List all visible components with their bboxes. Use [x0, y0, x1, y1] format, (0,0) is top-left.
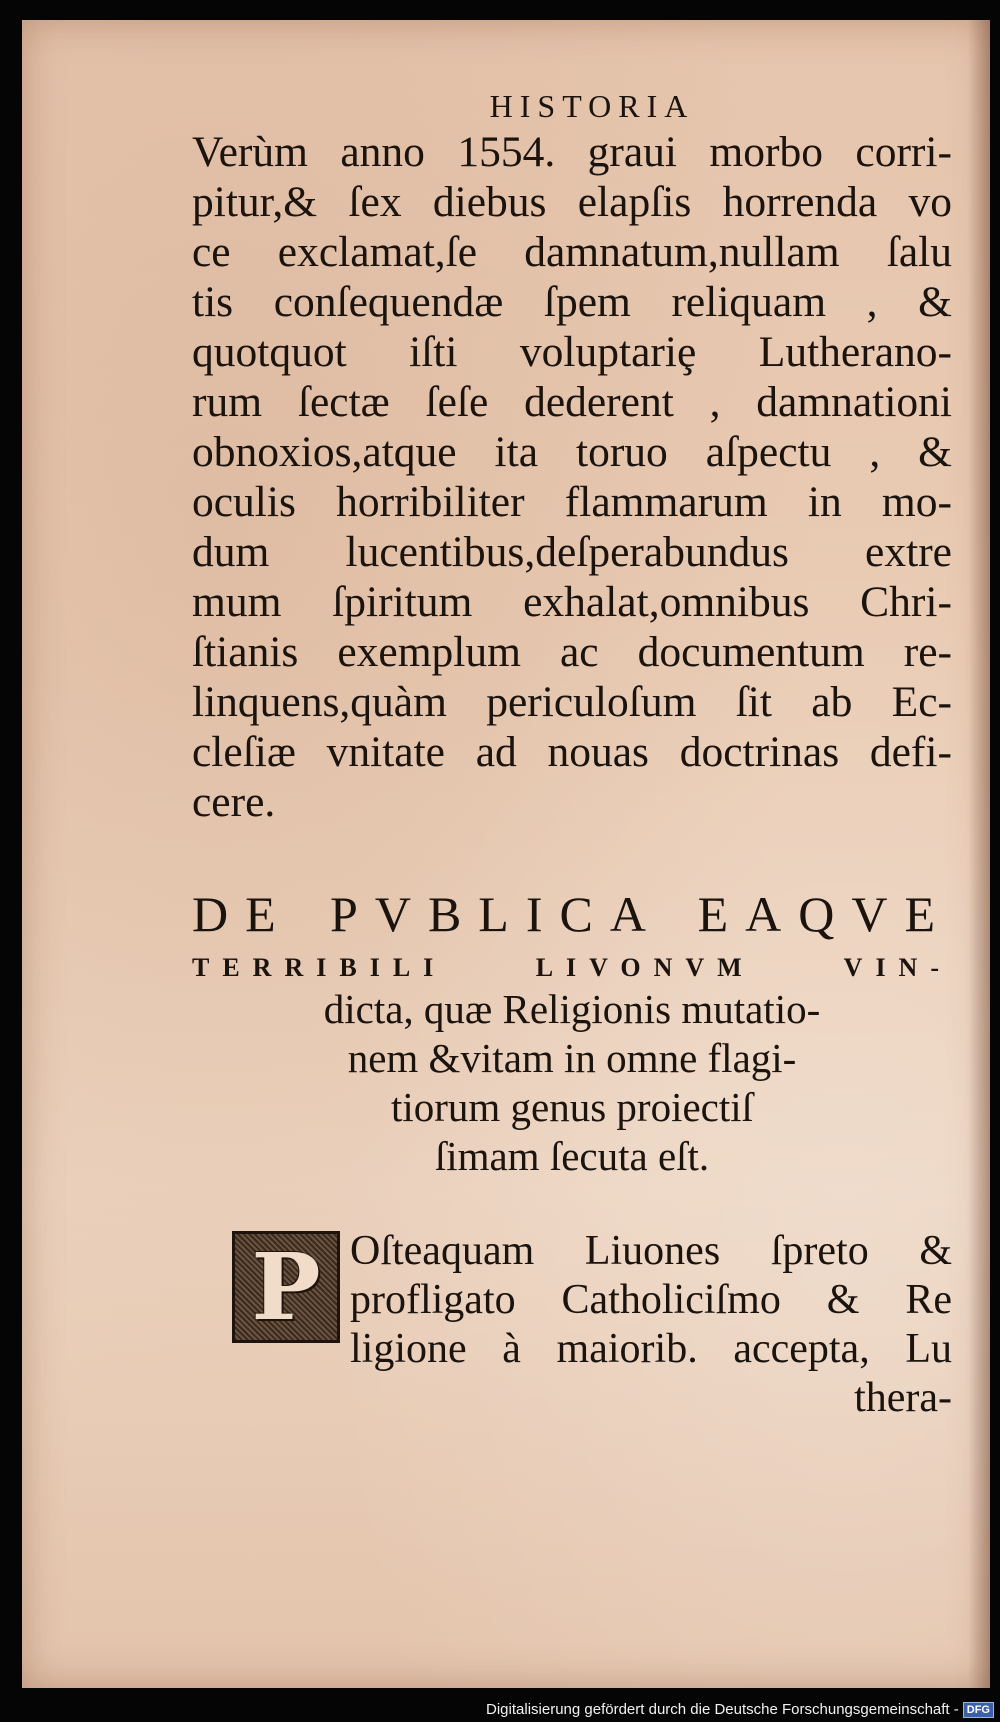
paragraph-line: cleſiæ vnitate ad nouas doctrinas defi-	[192, 728, 952, 776]
paragraph	[192, 127, 952, 827]
paragraph-line: tis conſequendæ ſpem reliquam , &	[192, 278, 952, 326]
paragraph-line: mum ſpiritum exhalat,omnibus Chri-	[192, 578, 952, 626]
drop-cap-paragraph	[192, 1227, 952, 1427]
paragraph-line: dum lucentibus,deſperabundus extre	[192, 528, 952, 576]
running-head: HISTORIA	[489, 88, 695, 124]
catchword: thera-	[854, 1375, 952, 1421]
paragraph-line: ſtianis exemplum ac documentum re-	[192, 628, 952, 676]
paragraph-line: pitur,& ſex diebus elapſis horrenda vo	[192, 178, 952, 226]
text-block	[192, 88, 952, 1427]
paragraph-line: oculis horribiliter flammarum in mo-	[192, 478, 952, 526]
heading-sub: TERRIBILI LIVONVM VIN-	[192, 953, 952, 982]
paragraph-line: profligato Catholiciſmo & Re	[350, 1277, 952, 1323]
paragraph-line: cere.	[192, 778, 276, 826]
heading-line: tiorum genus proiectiſ	[390, 1084, 754, 1130]
credit-text: Digitalisierung gefördert durch die Deutsche Forschungsgemeinschaft -	[486, 1701, 959, 1718]
book-page	[22, 20, 990, 1688]
paragraph-line: obnoxios,atque ita toruo aſpectu , &	[192, 428, 952, 476]
paragraph-line: Verùm anno 1554. graui morbo corri-	[192, 128, 952, 176]
paragraph-line: rum ſectæ ſeſe dederent , damnationi	[192, 378, 952, 426]
page-edge-shadow	[968, 20, 990, 1688]
heading-line: ſimam ſecuta eſt.	[434, 1133, 710, 1179]
drop-paragraph-lines	[350, 1227, 952, 1423]
decorated-initial	[232, 1231, 340, 1343]
paragraph-line: linquens,quàm periculoſum ſit ab Ec-	[192, 678, 952, 726]
paragraph-line: quotquot iſti voluptariȩ Lutherano-	[192, 328, 952, 376]
digitization-credit	[486, 1701, 994, 1718]
heading-line: nem &vitam in omne flagi-	[347, 1035, 797, 1081]
heading-main: DE PVBLICA EAQVE	[192, 886, 952, 942]
paragraph-line: ligione à maiorib. accepta, Lu	[350, 1326, 952, 1372]
decorated-initial-letter: P	[251, 1233, 321, 1341]
paragraph-line: ce exclamat,ſe damnatum,nullam ſalu	[192, 228, 952, 276]
section-heading	[192, 885, 952, 1181]
heading-line: dicta, quæ Religionis mutatio-	[323, 986, 821, 1032]
dfg-logo: DFG	[963, 1702, 994, 1718]
paragraph-line: Oſteaquam Liuones ſpreto &	[350, 1228, 952, 1274]
